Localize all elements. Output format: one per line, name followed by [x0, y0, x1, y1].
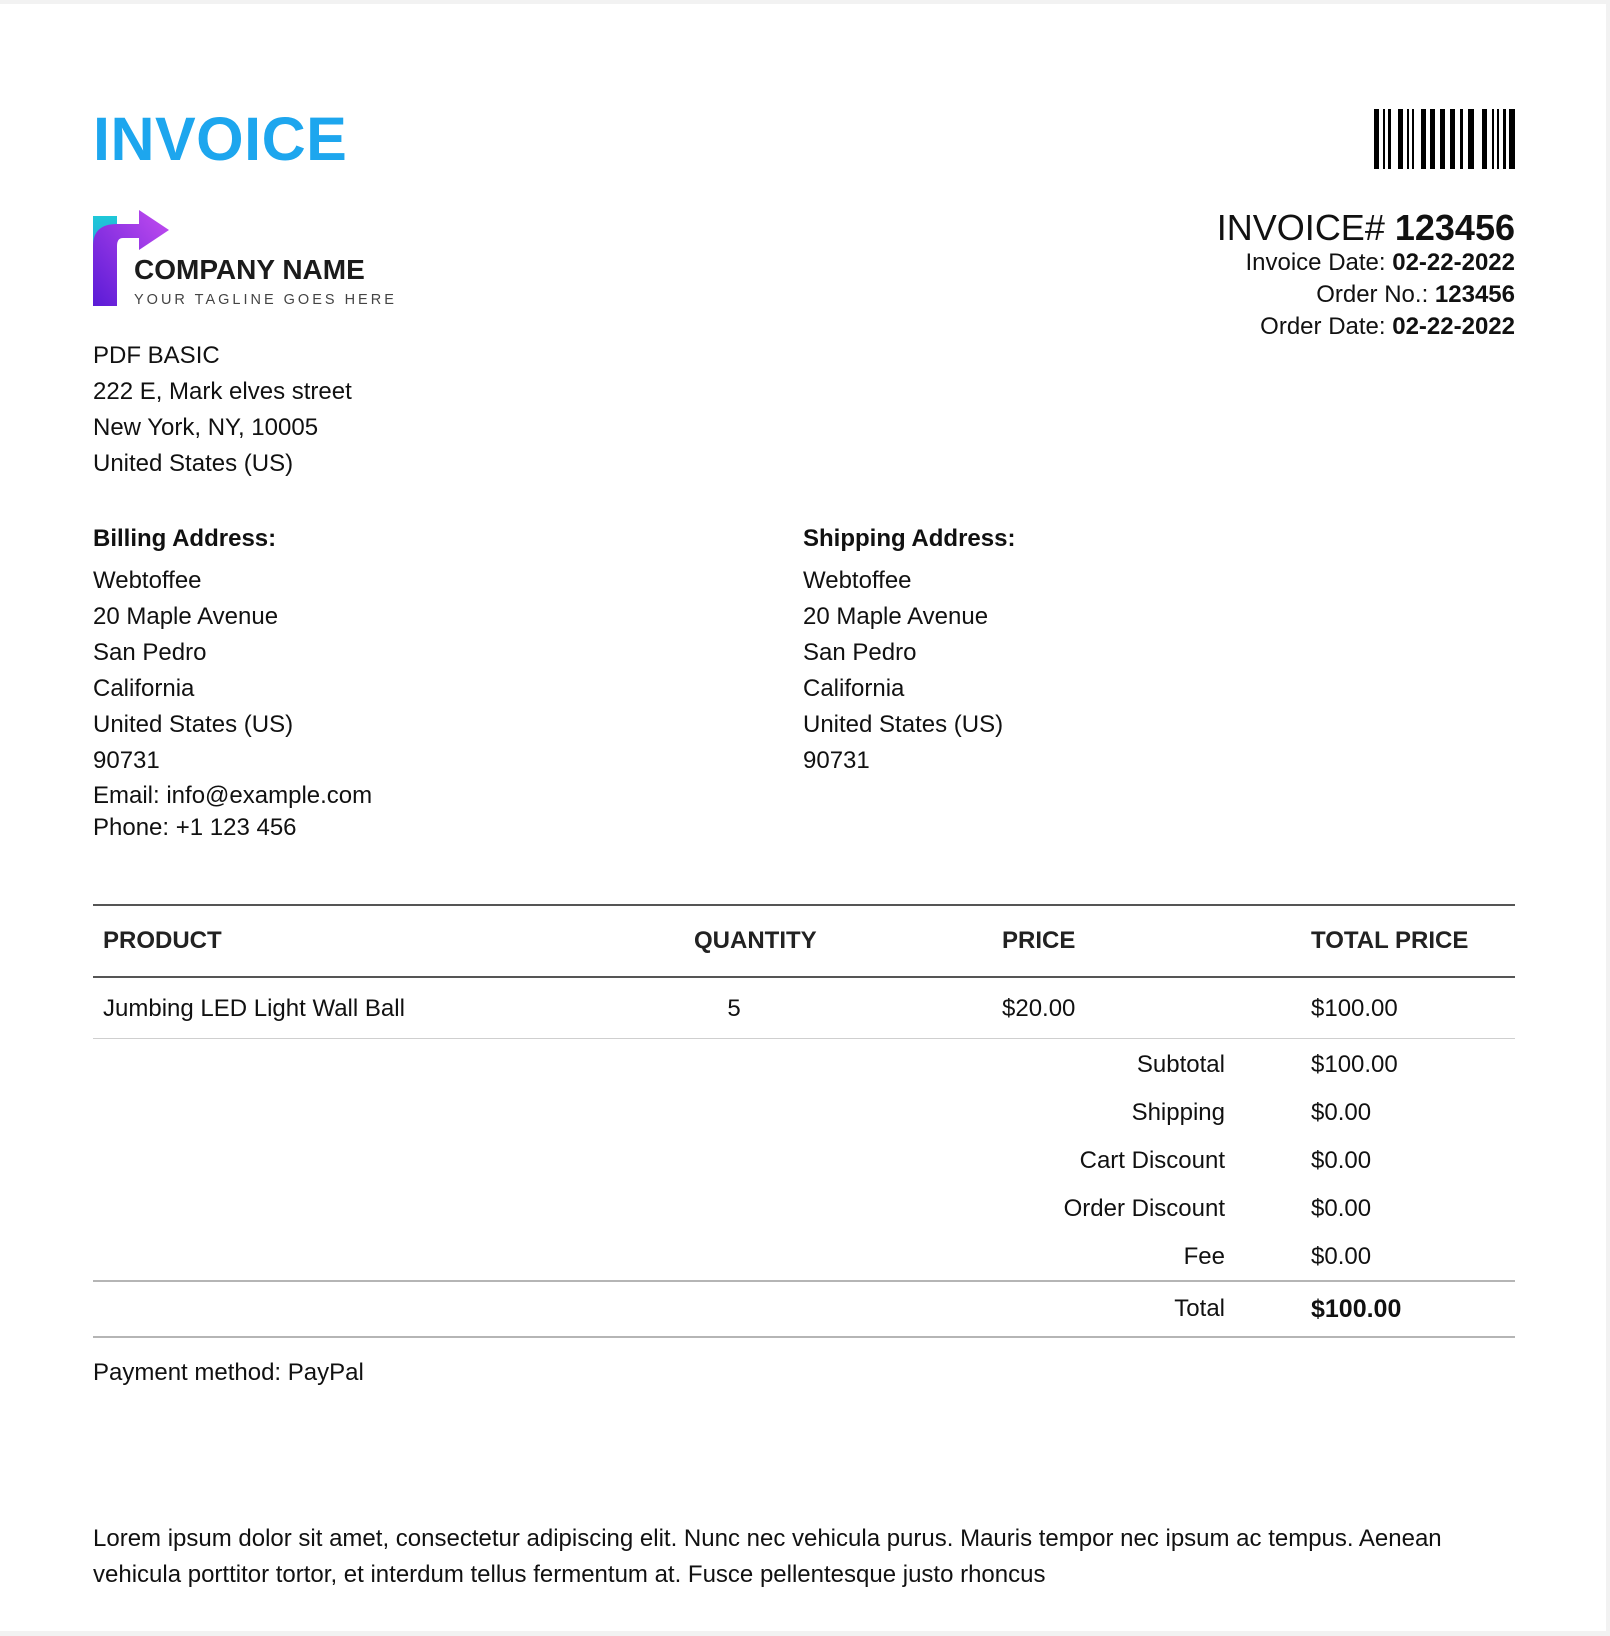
column-header-total-price: TOTAL PRICE — [1311, 927, 1469, 954]
invoice-title: INVOICE — [93, 105, 348, 173]
column-header-product: PRODUCT — [103, 927, 222, 954]
shipping-line: United States (US) — [803, 711, 1004, 738]
shipping-line: 20 Maple Avenue — [803, 603, 989, 630]
summary-value-subtotal: $100.00 — [1311, 1051, 1398, 1078]
billing-line: 20 Maple Avenue — [93, 603, 279, 630]
total-divider-top — [93, 1280, 1515, 1282]
billing-address-heading: Billing Address: — [93, 525, 277, 552]
shipping-line: Webtoffee — [803, 567, 912, 594]
invoice-date-label: Invoice Date: — [1245, 249, 1386, 276]
billing-address — [93, 563, 372, 843]
seller-line: United States (US) — [93, 450, 294, 477]
table-top-divider — [93, 904, 1515, 906]
billing-line: Email: info@example.com — [93, 782, 373, 809]
total-value: $100.00 — [1311, 1295, 1402, 1323]
company-name: COMPANY NAME — [134, 254, 365, 285]
billing-line: Webtoffee — [93, 567, 202, 594]
shipping-line: San Pedro — [803, 639, 917, 666]
invoice-number-value: 123456 — [1394, 207, 1515, 248]
column-header-quantity: QUANTITY — [694, 927, 817, 954]
order-number-label: Order No.: — [1316, 281, 1429, 308]
order-number — [1316, 280, 1515, 310]
summary-label-order-discount: Order Discount — [1063, 1195, 1225, 1222]
summary-label-shipping: Shipping — [1131, 1099, 1225, 1126]
summary-label-cart-discount: Cart Discount — [1079, 1147, 1225, 1174]
billing-line: 90731 — [93, 747, 160, 774]
billing-line: California — [93, 675, 195, 702]
order-number-value: 123456 — [1434, 281, 1515, 308]
column-header-price: PRICE — [1002, 927, 1076, 954]
invoice-number-label: INVOICE# — [1216, 207, 1385, 248]
table-row-divider — [93, 1038, 1515, 1039]
order-date — [1260, 312, 1515, 342]
shipping-address-heading: Shipping Address: — [803, 525, 1016, 552]
total-divider-bottom — [93, 1336, 1515, 1338]
seller-address — [93, 338, 352, 482]
table-cell-product: Jumbing LED Light Wall Ball — [103, 995, 405, 1022]
summary-label-subtotal: Subtotal — [1136, 1051, 1225, 1078]
summary-value-shipping: $0.00 — [1311, 1099, 1372, 1126]
billing-line: San Pedro — [93, 639, 207, 666]
billing-line: Phone: +1 123 456 — [93, 814, 297, 841]
shipping-line: California — [803, 675, 905, 702]
billing-line: United States (US) — [93, 711, 294, 738]
payment-method: Payment method: PayPal — [93, 1359, 364, 1386]
table-cell-price: $20.00 — [1002, 995, 1076, 1022]
summary-label-fee: Fee — [1183, 1243, 1225, 1270]
footer-note: Lorem ipsum dolor sit amet, consectetur adipiscing elit. Nunc nec vehicula purus. Mauris tempor nec ipsum ac tempus. Aenean vehicula porttitor tortor, et interdum tellus fermentum at. Fusce pellentesque justo rhoncus — [93, 1525, 1442, 1588]
order-date-value: 02-22-2022 — [1392, 313, 1515, 340]
summary-value-cart-discount: $0.00 — [1311, 1147, 1372, 1174]
seller-line: New York, NY, 10005 — [93, 414, 319, 441]
seller-line: PDF BASIC — [93, 342, 220, 369]
shipping-address — [803, 563, 1003, 779]
company-tagline: YOUR TAGLINE GOES HERE — [134, 292, 397, 308]
invoice-page — [0, 4, 1606, 1631]
summary-value-order-discount: $0.00 — [1311, 1195, 1372, 1222]
shipping-line: 90731 — [803, 747, 870, 774]
table-cell-quantity: 5 — [727, 995, 741, 1022]
invoice-date-value: 02-22-2022 — [1392, 249, 1515, 276]
barcode-icon — [1374, 109, 1515, 169]
table-header-divider — [93, 976, 1515, 978]
seller-line: 222 E, Mark elves street — [93, 378, 352, 405]
summary-value-fee: $0.00 — [1311, 1243, 1372, 1270]
total-label: Total — [1174, 1295, 1225, 1322]
table-cell-total-price: $100.00 — [1311, 995, 1398, 1022]
order-date-label: Order Date: — [1260, 313, 1386, 340]
invoice-date — [1245, 248, 1515, 278]
invoice-number — [1217, 206, 1515, 250]
